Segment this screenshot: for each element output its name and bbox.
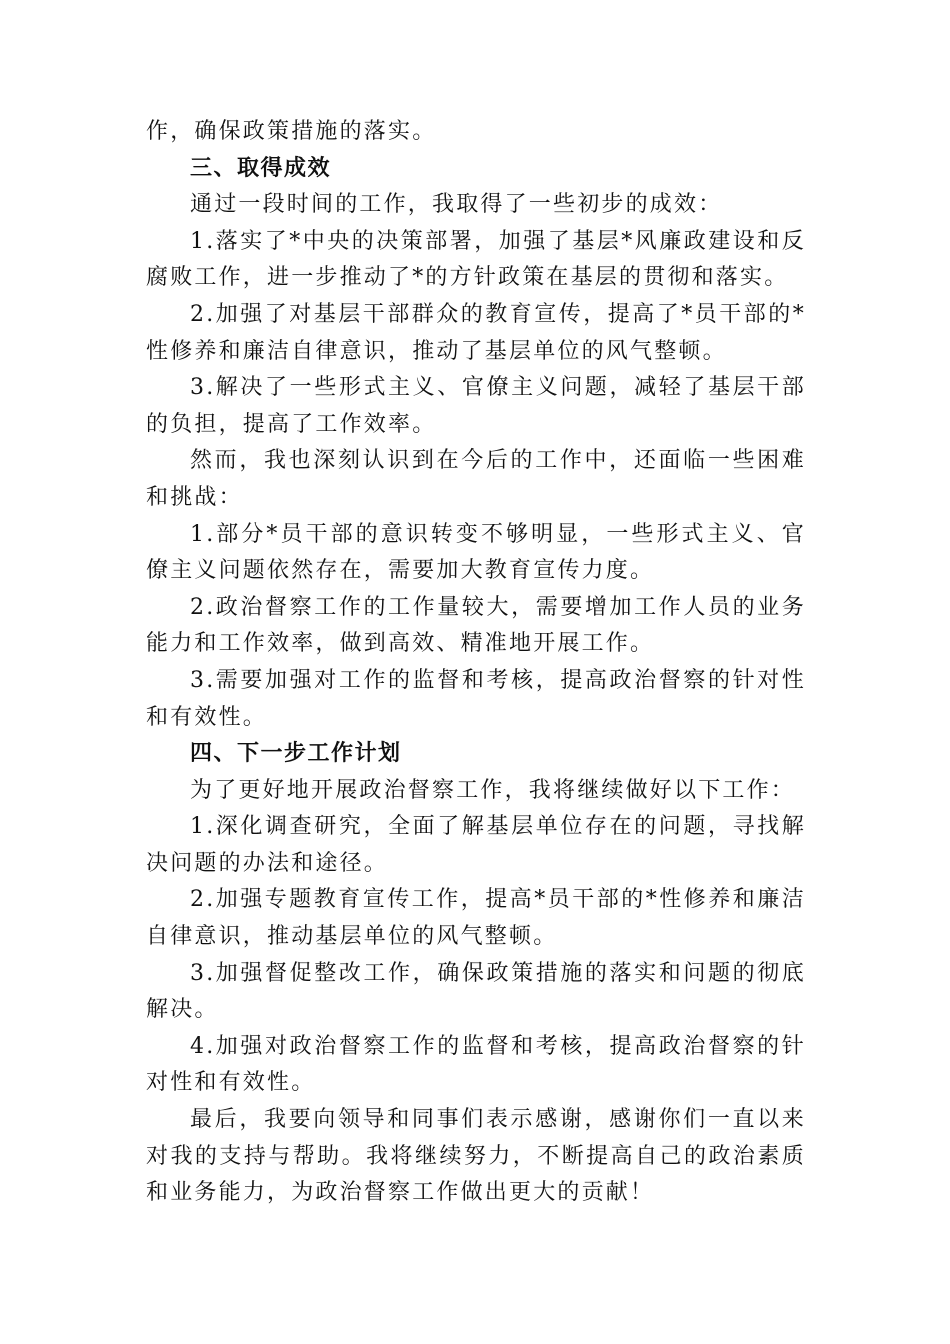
paragraph: 然而，我也深刻认识到在今后的工作中，还面临一些困难和挑战： [146,448,806,510]
list-item: 1.深化调查研究，全面了解基层单位存在的问题，寻找解决问题的办法和途径。 [146,814,806,876]
section-heading-next-plan: 四、下一步工作计划 [190,741,402,767]
list-item: 4.加强对政治督察工作的监督和考核，提高政治督察的针对性和有效性。 [146,1033,806,1096]
paragraph: 通过一段时间的工作，我取得了一些初步的成效： [190,192,723,218]
list-item: 2.加强了对基层干部群众的教育宣传，提高了*员干部的*性修养和廉洁自律意识，推动了基层单位的风气整顿。 [146,301,806,364]
list-item: 3.解决了一些形式主义、官僚主义问题，减轻了基层干部的负担，提高了工作效率。 [146,375,806,437]
list-item: 3.需要加强对工作的监督和考核，提高政治督察的针对性和有效性。 [146,667,806,730]
list-item: 2.加强专题教育宣传工作，提高*员干部的*性修养和廉洁自律意识，推动基层单位的风气整顿。 [146,887,806,950]
list-item: 2.政治督察工作的工作量较大，需要增加工作人员的业务能力和工作效率，做到高效、精准地开展工作。 [146,594,806,657]
paragraph: 为了更好地开展政治督察工作，我将继续做好以下工作： [190,777,796,803]
section-heading-results: 三、取得成效 [190,155,332,181]
closing-paragraph: 最后，我要向领导和同事们表示感谢，感谢你们一直以来对我的支持与帮助。我将继续努力，不断提高自己的政治素质和业务能力，为政治督察工作做出更大的贡献！ [146,1107,806,1206]
paragraph-continuation: 作，确保政策措施的落实。 [146,119,437,144]
list-item: 3.加强督促整改工作，确保政策措施的落实和问题的彻底解决。 [146,960,806,1023]
list-item: 1.落实了*中央的决策部署，加强了基层*风廉政建设和反腐败工作，进一步推动了*的方针政策在基层的贯彻和落实。 [146,228,806,291]
list-item: 1.部分*员干部的意识转变不够明显，一些形式主义、官僚主义问题依然存在，需要加大教育宣传力度。 [146,521,806,584]
document-body [146,114,806,1212]
